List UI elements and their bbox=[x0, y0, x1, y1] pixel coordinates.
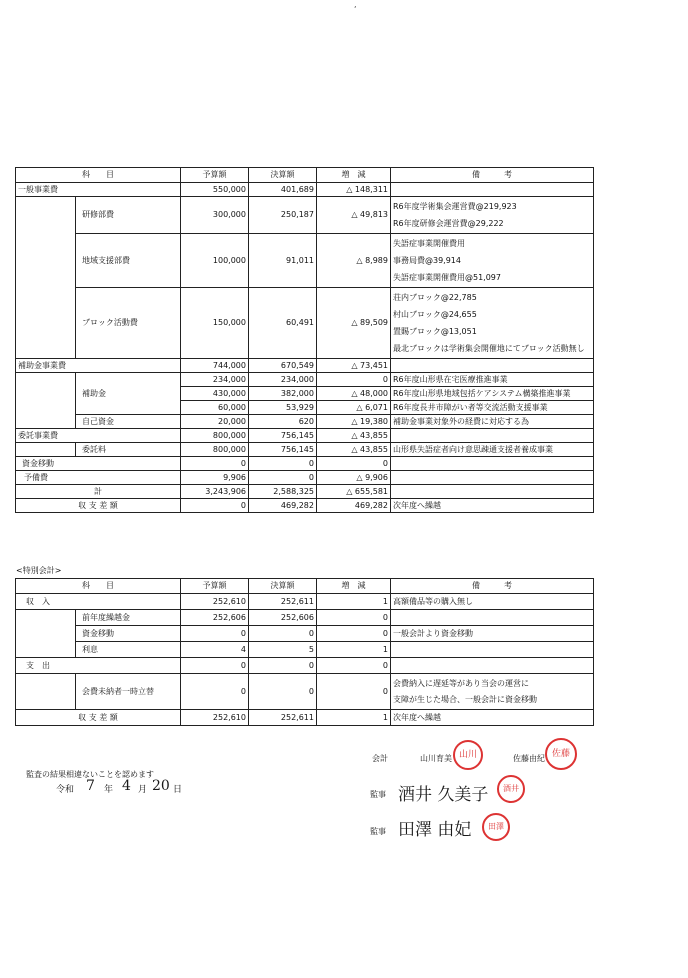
actual-cell: 250,187 bbox=[249, 197, 317, 234]
header-actual: 決算額 bbox=[249, 579, 317, 594]
table-row bbox=[16, 642, 594, 658]
balance-label: 収 支 差 額 bbox=[16, 499, 181, 513]
header-diff: 増 減 bbox=[317, 579, 391, 594]
total-label: 計 bbox=[16, 485, 181, 499]
subcategory-cell: 研修部費 bbox=[76, 197, 181, 234]
table-row bbox=[16, 234, 594, 288]
budget-cell: 430,000 bbox=[181, 387, 249, 401]
balance-label: 収 支 差 額 bbox=[16, 710, 181, 726]
actual-cell: 0 bbox=[249, 674, 317, 710]
seal-stamp: 佐藤 bbox=[545, 738, 577, 770]
table-header bbox=[16, 168, 594, 183]
actual-cell: 252,606 bbox=[249, 610, 317, 626]
date-era: 令和 bbox=[56, 785, 75, 795]
indent-cell bbox=[16, 443, 76, 457]
notes-cell bbox=[391, 485, 594, 499]
date-day-unit: 日 bbox=[173, 785, 183, 795]
budget-cell: 150,000 bbox=[181, 288, 249, 359]
actual-cell: 252,611 bbox=[249, 594, 317, 610]
actual-cell: 756,145 bbox=[249, 429, 317, 443]
auditor-signature: 酒井 久美子 bbox=[398, 785, 489, 805]
actual-cell: 2,588,325 bbox=[249, 485, 317, 499]
general-account-table bbox=[15, 167, 594, 513]
budget-cell: 9,906 bbox=[181, 471, 249, 485]
diff-cell: 0 bbox=[317, 610, 391, 626]
notes-cell bbox=[391, 234, 594, 288]
subcategory-cell: 補助金 bbox=[76, 373, 181, 415]
budget-cell: 800,000 bbox=[181, 429, 249, 443]
notes-cell bbox=[391, 471, 594, 485]
actual-cell: 382,000 bbox=[249, 387, 317, 401]
page-mark: , bbox=[354, 0, 357, 9]
date-month-unit: 月 bbox=[138, 785, 148, 795]
table-header bbox=[16, 579, 594, 594]
notes-cell bbox=[391, 359, 594, 373]
budget-cell: 100,000 bbox=[181, 234, 249, 288]
diff-cell: △ 73,451 bbox=[317, 359, 391, 373]
actual-cell: 756,145 bbox=[249, 443, 317, 457]
note-line: 最北ブロックは学術集会開催地にてブロック活動無し bbox=[393, 344, 585, 353]
budget-cell: 234,000 bbox=[181, 373, 249, 387]
notes-cell: R6年度山形県在宅医療推進事業 bbox=[391, 373, 594, 387]
auditor-label: 監事 bbox=[370, 790, 386, 799]
diff-cell: 0 bbox=[317, 658, 391, 674]
budget-cell: 300,000 bbox=[181, 197, 249, 234]
table-row bbox=[16, 359, 594, 373]
special-account-table bbox=[15, 578, 594, 726]
budget-cell: 0 bbox=[181, 457, 249, 471]
diff-cell: △ 148,311 bbox=[317, 183, 391, 197]
indent-cell bbox=[16, 674, 76, 710]
header-item: 科 目 bbox=[16, 579, 181, 594]
seal-stamp: 山川 bbox=[453, 740, 483, 770]
note-line: 失語症事業開催費用@51,097 bbox=[393, 273, 501, 282]
subcategory-cell: 委託料 bbox=[76, 443, 181, 457]
notes-cell: 次年度へ繰越 bbox=[391, 710, 594, 726]
actual-cell: 234,000 bbox=[249, 373, 317, 387]
diff-cell: 469,282 bbox=[317, 499, 391, 513]
notes-cell: 高額備品等の購入無し bbox=[391, 594, 594, 610]
table-row bbox=[16, 594, 594, 610]
note-line: 荘内ブロック@22,785 bbox=[393, 293, 477, 302]
header-notes: 備 考 bbox=[391, 579, 594, 594]
notes-cell bbox=[391, 288, 594, 359]
subcategory-cell: 地域支援部費 bbox=[76, 234, 181, 288]
note-line: R6年度研修会運営費@29,222 bbox=[393, 219, 504, 228]
accountant-name: 佐藤由紀 bbox=[513, 754, 545, 763]
budget-cell: 252,606 bbox=[181, 610, 249, 626]
actual-cell: 670,549 bbox=[249, 359, 317, 373]
note-line: 事務局費@39,914 bbox=[393, 256, 461, 265]
date-year-unit: 年 bbox=[104, 785, 114, 795]
header-item: 科 目 bbox=[16, 168, 181, 183]
table-row bbox=[16, 415, 594, 429]
actual-cell: 60,491 bbox=[249, 288, 317, 359]
budget-cell: 744,000 bbox=[181, 359, 249, 373]
accounting-label: 会計 bbox=[372, 754, 388, 763]
table-row bbox=[16, 288, 594, 359]
notes-cell: 山形県失語症者向け意思疎通支援者養成事業 bbox=[391, 443, 594, 457]
notes-cell bbox=[391, 658, 594, 674]
date-year: 7 bbox=[86, 778, 95, 794]
category-cell: 収 入 bbox=[16, 594, 181, 610]
table-row bbox=[16, 197, 594, 234]
header-budget: 予算額 bbox=[181, 168, 249, 183]
table-row bbox=[16, 610, 594, 626]
header-notes: 備 考 bbox=[391, 168, 594, 183]
diff-cell: △ 43,855 bbox=[317, 443, 391, 457]
notes-cell: 次年度へ繰越 bbox=[391, 499, 594, 513]
budget-cell: 4 bbox=[181, 642, 249, 658]
table-row bbox=[16, 183, 594, 197]
diff-cell: △ 48,000 bbox=[317, 387, 391, 401]
budget-cell: 0 bbox=[181, 658, 249, 674]
table-row-balance bbox=[16, 499, 594, 513]
budget-cell: 252,610 bbox=[181, 594, 249, 610]
actual-cell: 91,011 bbox=[249, 234, 317, 288]
budget-cell: 0 bbox=[181, 674, 249, 710]
indent-cell bbox=[16, 197, 76, 359]
table-row bbox=[16, 443, 594, 457]
budget-cell: 0 bbox=[181, 626, 249, 642]
notes-cell: 一般会計より資金移動 bbox=[391, 626, 594, 642]
subcategory-cell: ブロック活動費 bbox=[76, 288, 181, 359]
diff-cell: △ 655,581 bbox=[317, 485, 391, 499]
budget-cell: 60,000 bbox=[181, 401, 249, 415]
actual-cell: 0 bbox=[249, 471, 317, 485]
actual-cell: 469,282 bbox=[249, 499, 317, 513]
notes-cell bbox=[391, 610, 594, 626]
diff-cell: 0 bbox=[317, 457, 391, 471]
budget-cell: 550,000 bbox=[181, 183, 249, 197]
notes-cell bbox=[391, 429, 594, 443]
notes-cell: R6年度長井市障がい者等交流活動支援事業 bbox=[391, 401, 594, 415]
notes-cell: R6年度山形県地域包括ケアシステム構築推進事業 bbox=[391, 387, 594, 401]
diff-cell: 0 bbox=[317, 674, 391, 710]
actual-cell: 53,929 bbox=[249, 401, 317, 415]
subcategory-cell: 前年度繰越金 bbox=[76, 610, 181, 626]
notes-cell bbox=[391, 457, 594, 471]
diff-cell: △ 19,380 bbox=[317, 415, 391, 429]
notes-cell bbox=[391, 674, 594, 710]
category-cell: 委託事業費 bbox=[16, 429, 181, 443]
header-diff: 増 減 bbox=[317, 168, 391, 183]
category-cell: 予備費 bbox=[16, 471, 181, 485]
note-line: 置賜ブロック@13,051 bbox=[393, 327, 477, 336]
actual-cell: 5 bbox=[249, 642, 317, 658]
actual-cell: 0 bbox=[249, 457, 317, 471]
table-row-total bbox=[16, 485, 594, 499]
note-line: R6年度学術集会運営費@219,923 bbox=[393, 202, 517, 211]
header-actual: 決算額 bbox=[249, 168, 317, 183]
auditor-signature: 田澤 由妃 bbox=[398, 820, 472, 840]
subcategory-cell: 資金移動 bbox=[76, 626, 181, 642]
budget-cell: 20,000 bbox=[181, 415, 249, 429]
notes-cell bbox=[391, 183, 594, 197]
audit-statement: 監査の結果相違ないことを認めます bbox=[26, 770, 154, 779]
accountant-name: 山川育美 bbox=[420, 754, 452, 763]
header-budget: 予算額 bbox=[181, 579, 249, 594]
note-line: 村山ブロック@24,655 bbox=[393, 310, 477, 319]
budget-cell: 800,000 bbox=[181, 443, 249, 457]
table-row-balance bbox=[16, 710, 594, 726]
budget-cell: 0 bbox=[181, 499, 249, 513]
indent-cell bbox=[16, 610, 76, 658]
table-row bbox=[16, 373, 594, 387]
actual-cell: 0 bbox=[249, 658, 317, 674]
auditor-label: 監事 bbox=[370, 827, 386, 836]
diff-cell: 1 bbox=[317, 642, 391, 658]
budget-cell: 252,610 bbox=[181, 710, 249, 726]
diff-cell: △ 89,509 bbox=[317, 288, 391, 359]
diff-cell: 0 bbox=[317, 373, 391, 387]
table-row bbox=[16, 674, 594, 710]
actual-cell: 0 bbox=[249, 626, 317, 642]
diff-cell: △ 49,813 bbox=[317, 197, 391, 234]
diff-cell: 1 bbox=[317, 594, 391, 610]
seal-stamp: 酒井 bbox=[497, 775, 525, 803]
actual-cell: 401,689 bbox=[249, 183, 317, 197]
diff-cell: 1 bbox=[317, 710, 391, 726]
diff-cell: △ 9,906 bbox=[317, 471, 391, 485]
table-row bbox=[16, 471, 594, 485]
table-row bbox=[16, 457, 594, 471]
subcategory-cell: 利息 bbox=[76, 642, 181, 658]
diff-cell: △ 6,071 bbox=[317, 401, 391, 415]
indent-cell bbox=[16, 373, 76, 429]
seal-stamp: 田澤 bbox=[482, 813, 510, 841]
note-line: 支障が生じた場合、一般会計に資金移動 bbox=[393, 694, 537, 704]
date-month: 4 bbox=[122, 778, 131, 794]
table-row bbox=[16, 658, 594, 674]
table-row bbox=[16, 626, 594, 642]
notes-cell bbox=[391, 642, 594, 658]
budget-cell: 3,243,906 bbox=[181, 485, 249, 499]
diff-cell: △ 43,855 bbox=[317, 429, 391, 443]
category-cell: 資金移動 bbox=[16, 457, 181, 471]
category-cell: 一般事業費 bbox=[16, 183, 181, 197]
notes-cell bbox=[391, 197, 594, 234]
diff-cell: 0 bbox=[317, 626, 391, 642]
diff-cell: △ 8,989 bbox=[317, 234, 391, 288]
note-line: 会費納入に遅延等があり当会の運営に bbox=[393, 678, 529, 688]
subcategory-cell: 会費未納者一時立替 bbox=[76, 674, 181, 710]
date-day: 20 bbox=[152, 778, 170, 794]
category-cell: 補助金事業費 bbox=[16, 359, 181, 373]
subcategory-cell: 自己資金 bbox=[76, 415, 181, 429]
table-row bbox=[16, 429, 594, 443]
actual-cell: 620 bbox=[249, 415, 317, 429]
special-account-label: <特別会計> bbox=[16, 566, 62, 575]
actual-cell: 252,611 bbox=[249, 710, 317, 726]
notes-cell: 補助金事業対象外の経費に対応する為 bbox=[391, 415, 594, 429]
note-line: 失語症事業開催費用 bbox=[393, 239, 465, 248]
category-cell: 支 出 bbox=[16, 658, 181, 674]
